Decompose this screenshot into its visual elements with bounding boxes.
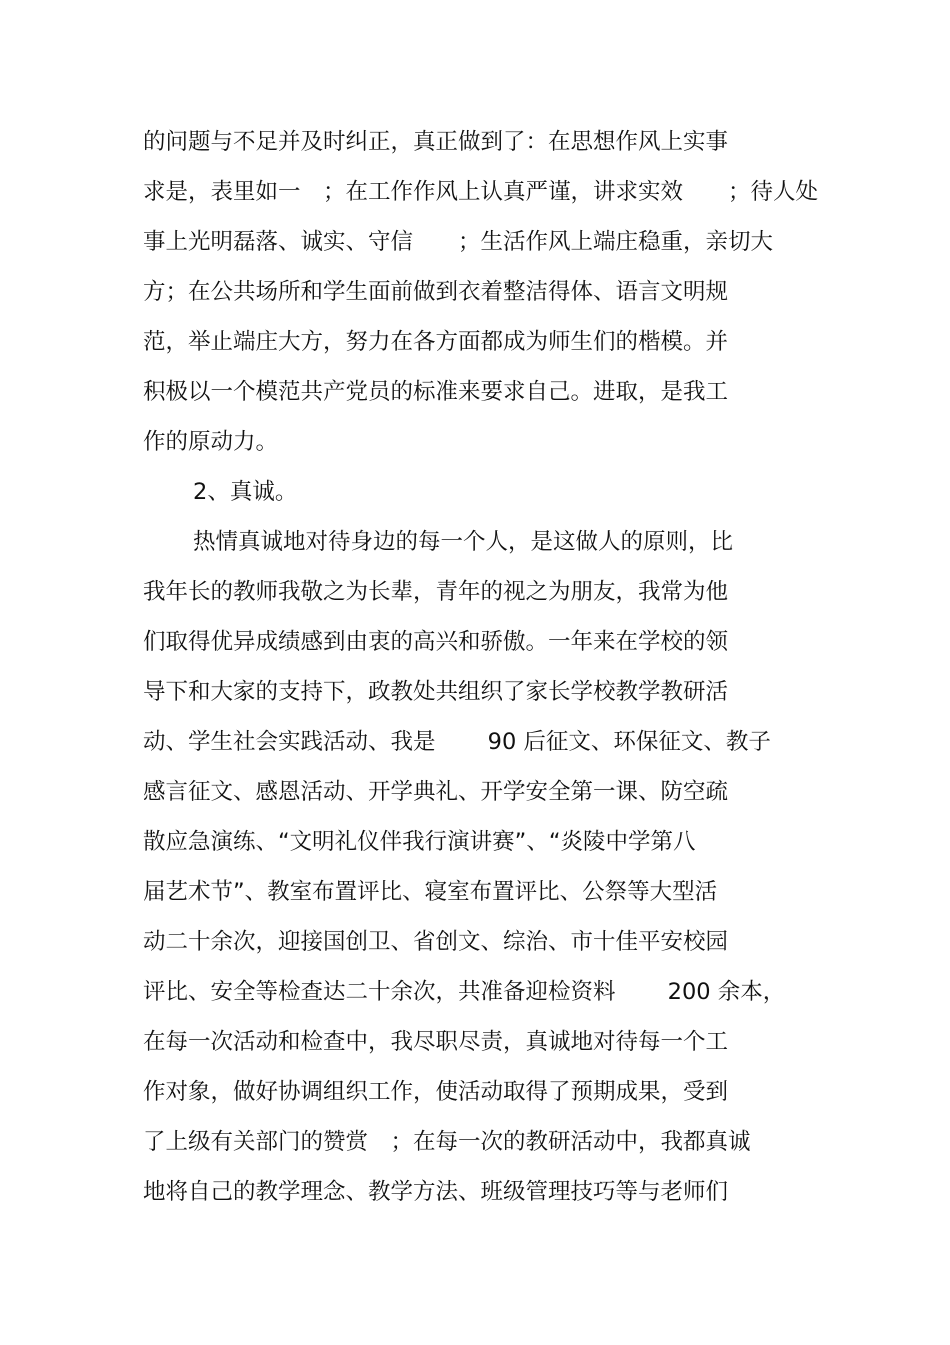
text-line-6: 积极以一个模范共产党员的标准来要求自己。进取，是我工 xyxy=(143,379,729,405)
text-line-21: 了上级有关部门的赞赏 ；在每一次的教研活动中，我都真诚 xyxy=(143,1129,751,1155)
text-line-2: 求是，表里如一 ；在工作作风上认真严谨，讲求实效 ；待人处 xyxy=(143,179,819,205)
text-line-20: 作对象，做好协调组织工作，使活动取得了预期成果，受到 xyxy=(143,1079,729,1105)
text-line-13: 动、学生社会实践活动、我是 90 后征文、环保征文、教子 xyxy=(143,729,771,755)
text-line-12: 导下和大家的支持下，政教处共组织了家长学校教学教研活 xyxy=(143,679,729,705)
text-line-7: 作的原动力。 xyxy=(143,429,279,455)
text-line-5: 范，举止端庄大方，努力在各方面都成为师生们的楷模。并 xyxy=(143,329,729,355)
text-line-4: 方；在公共场所和学生面前做到衣着整洁得体、语言文明规 xyxy=(143,279,729,305)
text-line-16: 届艺术节”、教室布置评比、寝室布置评比、公祭等大型活 xyxy=(143,879,718,905)
text-line-18: 评比、安全等检查达二十余次，共准备迎检资料 200 余本， xyxy=(143,979,786,1005)
text-line-22: 地将自己的教学理念、教学方法、班级管理技巧等与老师们 xyxy=(143,1179,729,1205)
text-line-14: 感言征文、感恩活动、开学典礼、开学安全第一课、防空疏 xyxy=(143,779,729,805)
text-line-19: 在每一次活动和检查中，我尽职尽责，真诚地对待每一个工 xyxy=(143,1029,729,1055)
paragraph-first-line: 热情真诚地对待身边的每一个人，是这做人的原则，比 xyxy=(193,529,734,555)
text-line-17: 动二十余次，迎接国创卫、省创文、综治、市十佳平安校园 xyxy=(143,929,729,955)
section-heading: 2、真诚。 xyxy=(193,479,298,505)
text-line-11: 们取得优异成绩感到由衷的高兴和骄傲。一年来在学校的领 xyxy=(143,629,729,655)
text-line-3: 事上光明磊落、诚实、守信 ；生活作风上端庄稳重，亲切大 xyxy=(143,229,774,255)
text-line-1: 的问题与不足并及时纠正，真正做到了：在思想作风上实事 xyxy=(143,129,729,155)
text-line-15: 散应急演练、“文明礼仪伴我行演讲赛”、“炎陵中学第八 xyxy=(143,829,696,855)
text-line-10: 我年长的教师我敬之为长辈，青年的视之为朋友，我常为他 xyxy=(143,579,729,605)
